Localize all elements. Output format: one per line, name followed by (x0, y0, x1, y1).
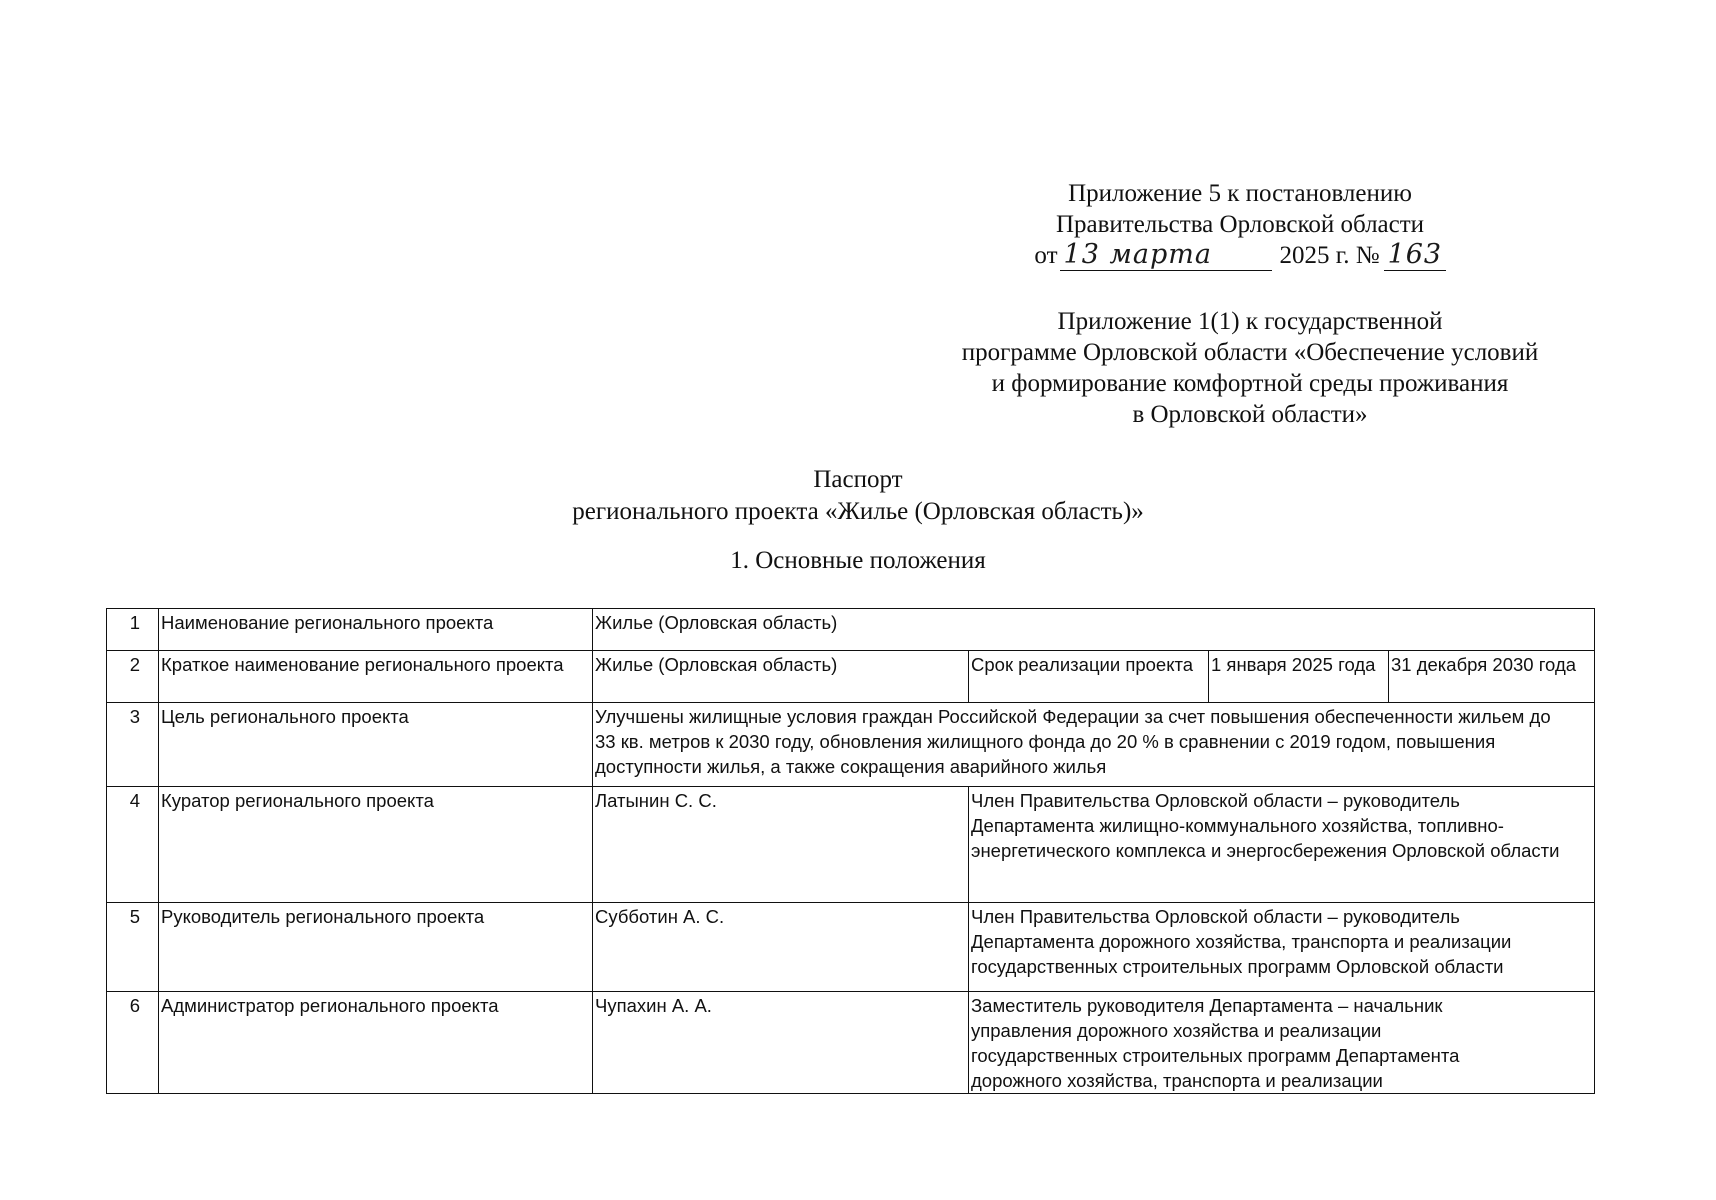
row-position: Член Правительства Орловской области – руководитель Департамента жилищно-коммунального хозяйства, топливно-энергетического комплекса и энергосбережения Орловской области (969, 787, 1595, 903)
row-value: Улучшены жилищные условия граждан Российской Федерации за счет повышения обеспеченности жильем до 33 кв. метров к 2030 году, обновления жилищного фонда до 20 % в сравнении с 2019 годом, повышения доступности жилья, а также сокращения аварийного жилья (593, 703, 1595, 787)
term-end: 31 декабря 2030 года (1389, 651, 1595, 703)
row-value: Субботин А. С. (593, 903, 969, 992)
section-title: 1. Основные положения (730, 547, 986, 574)
term-label: Срок реализации проекта (969, 651, 1209, 703)
table-row (107, 992, 1595, 1094)
passport-subtitle: регионального проекта «Жилье (Орловская область)» (572, 498, 1144, 525)
row-label: Администратор регионального проекта (159, 992, 593, 1094)
row-position: Заместитель руководителя Департамента – начальник управления дорожного хозяйства и реализации государственных строительных программ Департамента дорожного хозяйства, транспорта и реализации (969, 992, 1595, 1094)
term-start: 1 января 2025 года (1209, 651, 1389, 703)
date-prefix: от (1034, 242, 1058, 269)
date-field (1060, 240, 1272, 271)
appendix-5-header (1000, 178, 1480, 271)
row-number: 5 (107, 903, 159, 992)
number-field (1384, 240, 1446, 271)
appendix-1-1-line4: в Орловской области» (1132, 401, 1368, 428)
row-label: Руководитель регионального проекта (159, 903, 593, 992)
appendix-1-1-header (900, 306, 1600, 430)
row-label: Цель регионального проекта (159, 703, 593, 787)
appendix-5-dateline (1034, 240, 1445, 271)
row-position: Член Правительства Орловской области – руководитель Департамента дорожного хозяйства, транспорта и реализации государственных строительных программ Орловской области (969, 903, 1595, 992)
table-row (107, 787, 1595, 903)
row-value: Чупахин А. А. (593, 992, 969, 1094)
row-label: Краткое наименование регионального проекта (159, 651, 593, 703)
handwritten-number: 163 (1387, 239, 1443, 270)
table-row (107, 903, 1595, 992)
main-provisions-table (106, 608, 1595, 1094)
appendix-1-1-line2: программе Орловской области «Обеспечение условий (961, 339, 1539, 366)
appendix-1-1-line1: Приложение 1(1) к государственной (1057, 308, 1443, 335)
row-value: Жилье (Орловская область) (593, 651, 969, 703)
table-row (107, 703, 1595, 787)
appendix-5-line1: Приложение 5 к постановлению (1068, 180, 1412, 207)
appendix-1-1-line3: и формирование комфортной среды проживания (991, 370, 1509, 397)
table-row (107, 609, 1595, 651)
handwritten-date: 13 марта (1063, 239, 1212, 270)
row-value: Жилье (Орловская область) (593, 609, 1595, 651)
row-number: 3 (107, 703, 159, 787)
passport-title: Паспорт (813, 466, 903, 493)
row-label: Куратор регионального проекта (159, 787, 593, 903)
appendix-5-line2: Правительства Орловской области (1055, 211, 1425, 238)
row-number: 2 (107, 651, 159, 703)
year-text: 2025 г. № (1279, 242, 1380, 269)
row-label: Наименование регионального проекта (159, 609, 593, 651)
row-number: 6 (107, 992, 159, 1094)
row-number: 4 (107, 787, 159, 903)
row-number: 1 (107, 609, 159, 651)
table-row (107, 651, 1595, 703)
row-value: Латынин С. С. (593, 787, 969, 903)
